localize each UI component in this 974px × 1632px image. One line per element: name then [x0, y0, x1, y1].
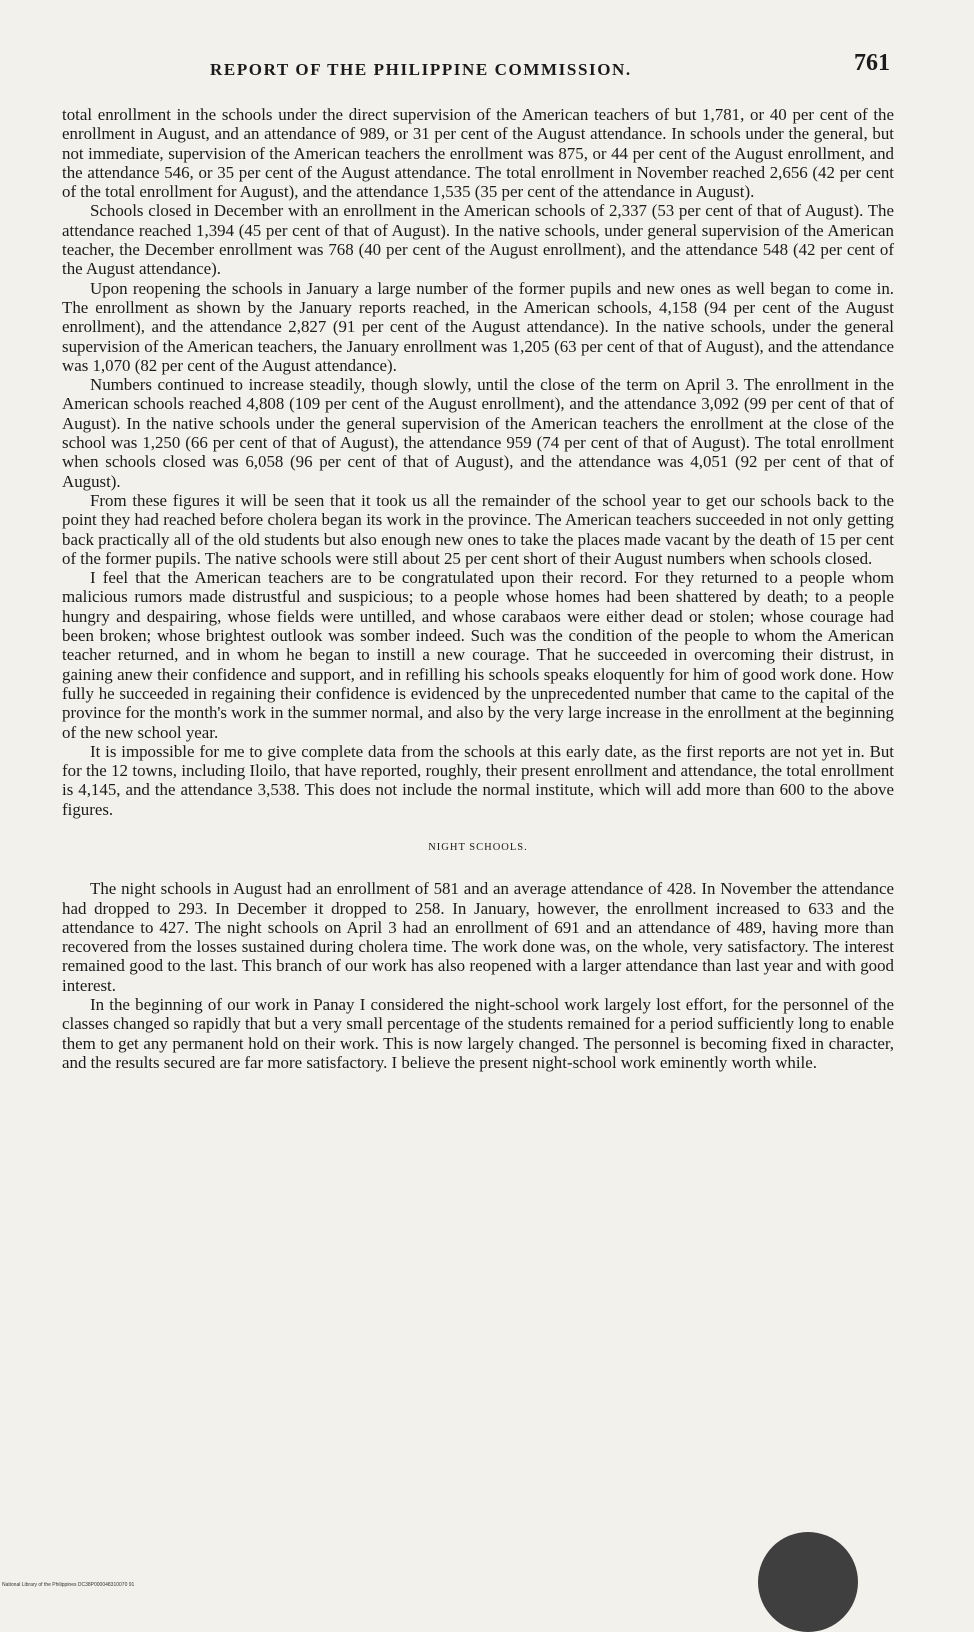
paragraph: Schools closed in December with an enrollment in the American schools of 2,337 (53 per cent of that of August). The attendance reached 1,394 (45 per cent of that of August). In the native schools, under general supervision of the American teacher, the December enrollment was 768 (40 per cent of the August enrollment), and the attendance 548 (42 per cent of the August attendance).: [62, 201, 894, 279]
body-section-night-schools: [62, 879, 894, 1072]
page-number: 761: [854, 50, 890, 76]
paragraph: Upon reopening the schools in January a large number of the former pupils and new ones as well began to come in. The enrollment as shown by the January reports reached, in the American schools, 4,158 (94 per cent of the August enrollment), and the attendance 2,827 (91 per cent of the August attendance). In the native schools, under the general supervision of the American teachers, the January enrollment was 1,205 (63 per cent of that of August), and the attendance was 1,070 (82 per cent of the August attendance).: [62, 278, 894, 375]
paragraph: From these figures it will be seen that it took us all the remainder of the school year to get our schools back to the point they had reached before cholera began its work in the province. The American teachers succeeded in not only getting back practically all of the old students but also enough new ones to take the places made vacant by the death of 15 per cent of the former pupils. The native schools were still about 25 per cent short of their August numbers when schools closed.: [62, 490, 894, 568]
body-section-main: [62, 105, 894, 819]
page-header: [60, 50, 890, 90]
paragraph: The night schools in August had an enrollment of 581 and an average attendance of 428. In November the attendance had dropped to 293. In December it dropped to 258. In January, however, the enrollment increased to 633 and the attendance to 427. The night schools on April 3 had an enrollment of 691 and an attendance of 489, having more than recovered from the losses sustained during cholera time. The work done was, on the whole, very satisfactory. The interest remained good to the last. This branch of our work has also reopened with a larger attendance than last year and with good interest.: [62, 879, 894, 995]
paragraph: I feel that the American teachers are to be congratulated upon their record. For they returned to a people whom malicious rumors made distrustful and suspicious; to a people whose homes had been shattered by death; to a people hungry and despairing, whose fields were untilled, and whose carabaos were either dead or stolen; whose courage had been broken; whose brightest outlook was somber indeed. Such was the condition of the people to whom the American teacher returned, and in whom he began to instill a new courage. That he succeeded in overcoming their distrust, in gaining anew their confidence and support, and in refilling his schools speaks eloquently for him of good work done. How fully he succeeded in regaining their confidence is evidenced by the unprecedented number that came to the capital of the province for the month's work in the summer normal, and also by the very large increase in the enrollment at the beginning of the new school year.: [62, 568, 894, 742]
paragraph: In the beginning of our work in Panay I considered the night-school work largely lost effort, for the personnel of the classes changed so rapidly that but a very small percentage of the students remained for a period sufficiently long to enable them to get any permanent hold on their work. This is now largely changed. The personnel is becoming fixed in character, and the results secured are far more satisfactory. I believe the present night-school work eminently worth while.: [62, 995, 894, 1072]
paragraph: It is impossible for me to give complete data from the schools at this early date, as the first reports are not yet in. But for the 12 towns, including Iloilo, that have reported, roughly, their present enrollment and attendance, the total enrollment is 4,145, and the attendance 3,538. This does not include the normal institute, which will add more than 600 to the above figures.: [62, 741, 894, 819]
body-text: [62, 105, 894, 1072]
paragraph: Numbers continued to increase steadily, though slowly, until the close of the term on April 3. The enrollment in the American schools reached 4,808 (109 per cent of the August enrollment), and the attendance 3,092 (99 per cent of that of August). In the native schools under the general supervision of the American teachers the enrollment at the close of the school was 1,250 (66 per cent of that of August), the attendance 959 (74 per cent of that of August). The total enrollment when schools closed was 6,058 (96 per cent of that of August), and the attendance was 4,051 (92 per cent of that of August).: [62, 375, 894, 491]
paragraph: total enrollment in the schools under the direct supervision of the American teachers of but 1,781, or 40 per cent of the enrollment in August, and an attendance of 989, or 31 per cent of the August attendance. In schools under the general, but not immediate, supervision of the American teachers the enrollment was 875, or 44 per cent of the August enrollment, and the attendance 546, or 35 per cent of the August attendance. The total enrollment in November reached 2,656 (42 per cent of the total enrollment for August), and the attendance 1,535 (35 per cent of the attendance in August).: [62, 105, 894, 202]
scan-thumb-shadow: [758, 1532, 858, 1632]
running-title: REPORT OF THE PHILIPPINE COMMISSION.: [210, 60, 632, 79]
scan-credit: National Library of the Philippines DC38P000048310070 91: [2, 1582, 135, 1588]
section-heading: NIGHT SCHOOLS.: [428, 841, 528, 853]
